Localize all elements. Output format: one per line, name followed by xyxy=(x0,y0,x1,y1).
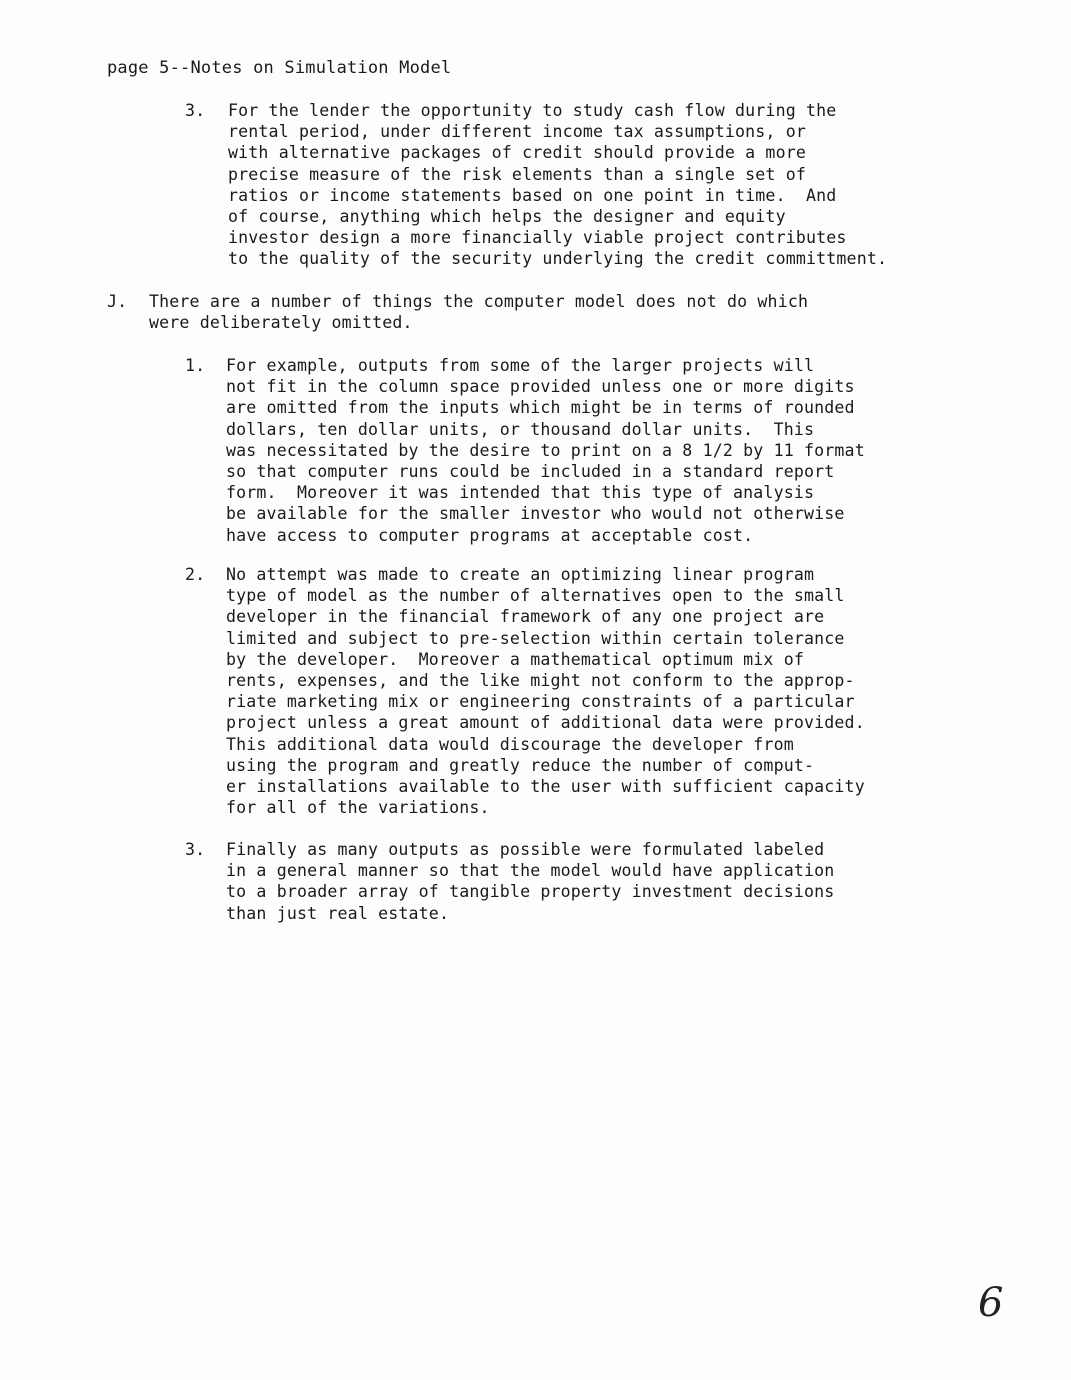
text-line: using the program and greatly reduce the number of comput- xyxy=(226,755,815,775)
text-line: No attempt was made to create an optimizing linear program xyxy=(226,565,815,584)
text-line: for all of the variations. xyxy=(226,798,490,818)
text-line: project unless a great amount of additional data were provided. xyxy=(226,713,865,733)
text-line: rents, expenses, and the like might not conform to the approp- xyxy=(226,671,855,691)
text-line: er installations available to the user with sufficient capacity xyxy=(226,777,865,797)
text-line: precise measure of the risk elements than a single set of xyxy=(228,164,806,184)
text-line: so that computer runs could be included in a standard report xyxy=(226,462,835,482)
text-line: of course, anything which helps the designer and equity xyxy=(228,207,786,227)
text-line: For the lender the opportunity to study cash flow during the xyxy=(228,101,837,120)
text-line: was necessitated by the desire to print on a 8 1/2 by 11 format xyxy=(226,440,865,460)
handwritten-page-number: 6 xyxy=(978,1280,1004,1326)
item-marker: J. xyxy=(107,292,128,311)
text-line: to a broader array of tangible property investment decisions xyxy=(226,882,835,902)
text-line: were deliberately omitted. xyxy=(149,313,413,333)
item-marker: 1. xyxy=(185,356,206,375)
text-line: than just real estate. xyxy=(226,903,450,923)
text-line: have access to computer programs at acceptable cost. xyxy=(226,525,754,545)
text-line: by the developer. Moreover a mathematical optimum mix of xyxy=(226,649,804,669)
text-line: not fit in the column space provided unless one or more digits xyxy=(226,377,855,397)
text-line: with alternative packages of credit should provide a more xyxy=(228,143,806,163)
text-line: rental period, under different income tax assumptions, or xyxy=(228,122,806,142)
text-line: type of model as the number of alternatives open to the small xyxy=(226,586,845,606)
text-line: investor design a more financially viable project contributes xyxy=(228,228,847,248)
item-marker: 2. xyxy=(185,565,206,584)
text-line: form. Moreover it was intended that this type of analysis xyxy=(226,483,815,503)
text-line: Finally as many outputs as possible were formulated labeled xyxy=(226,840,825,859)
text-line: developer in the financial framework of any one project are xyxy=(226,607,825,627)
item-marker: 3. xyxy=(185,840,206,859)
text-line: ratios or income statements based on one point in time. And xyxy=(228,185,837,205)
text-line: This additional data would discourage the developer from xyxy=(226,734,794,754)
item-marker: 3. xyxy=(185,101,206,120)
text-line: be available for the smaller investor who would not otherwise xyxy=(226,504,845,524)
text-line: limited and subject to pre-selection within certain tolerance xyxy=(226,628,845,648)
text-line: dollars, ten dollar units, or thousand dollar units. This xyxy=(226,419,815,439)
page-header: page 5--Notes on Simulation Model xyxy=(107,58,452,78)
text-line: For example, outputs from some of the larger projects will xyxy=(226,356,815,375)
text-line: are omitted from the inputs which might be in terms of rounded xyxy=(226,398,855,418)
text-line: riate marketing mix or engineering constraints of a particular xyxy=(226,692,855,712)
text-line: in a general manner so that the model would have application xyxy=(226,861,835,881)
text-line: to the quality of the security underlying the credit committment. xyxy=(228,249,888,269)
text-line: There are a number of things the computer model does not do which xyxy=(149,292,809,311)
